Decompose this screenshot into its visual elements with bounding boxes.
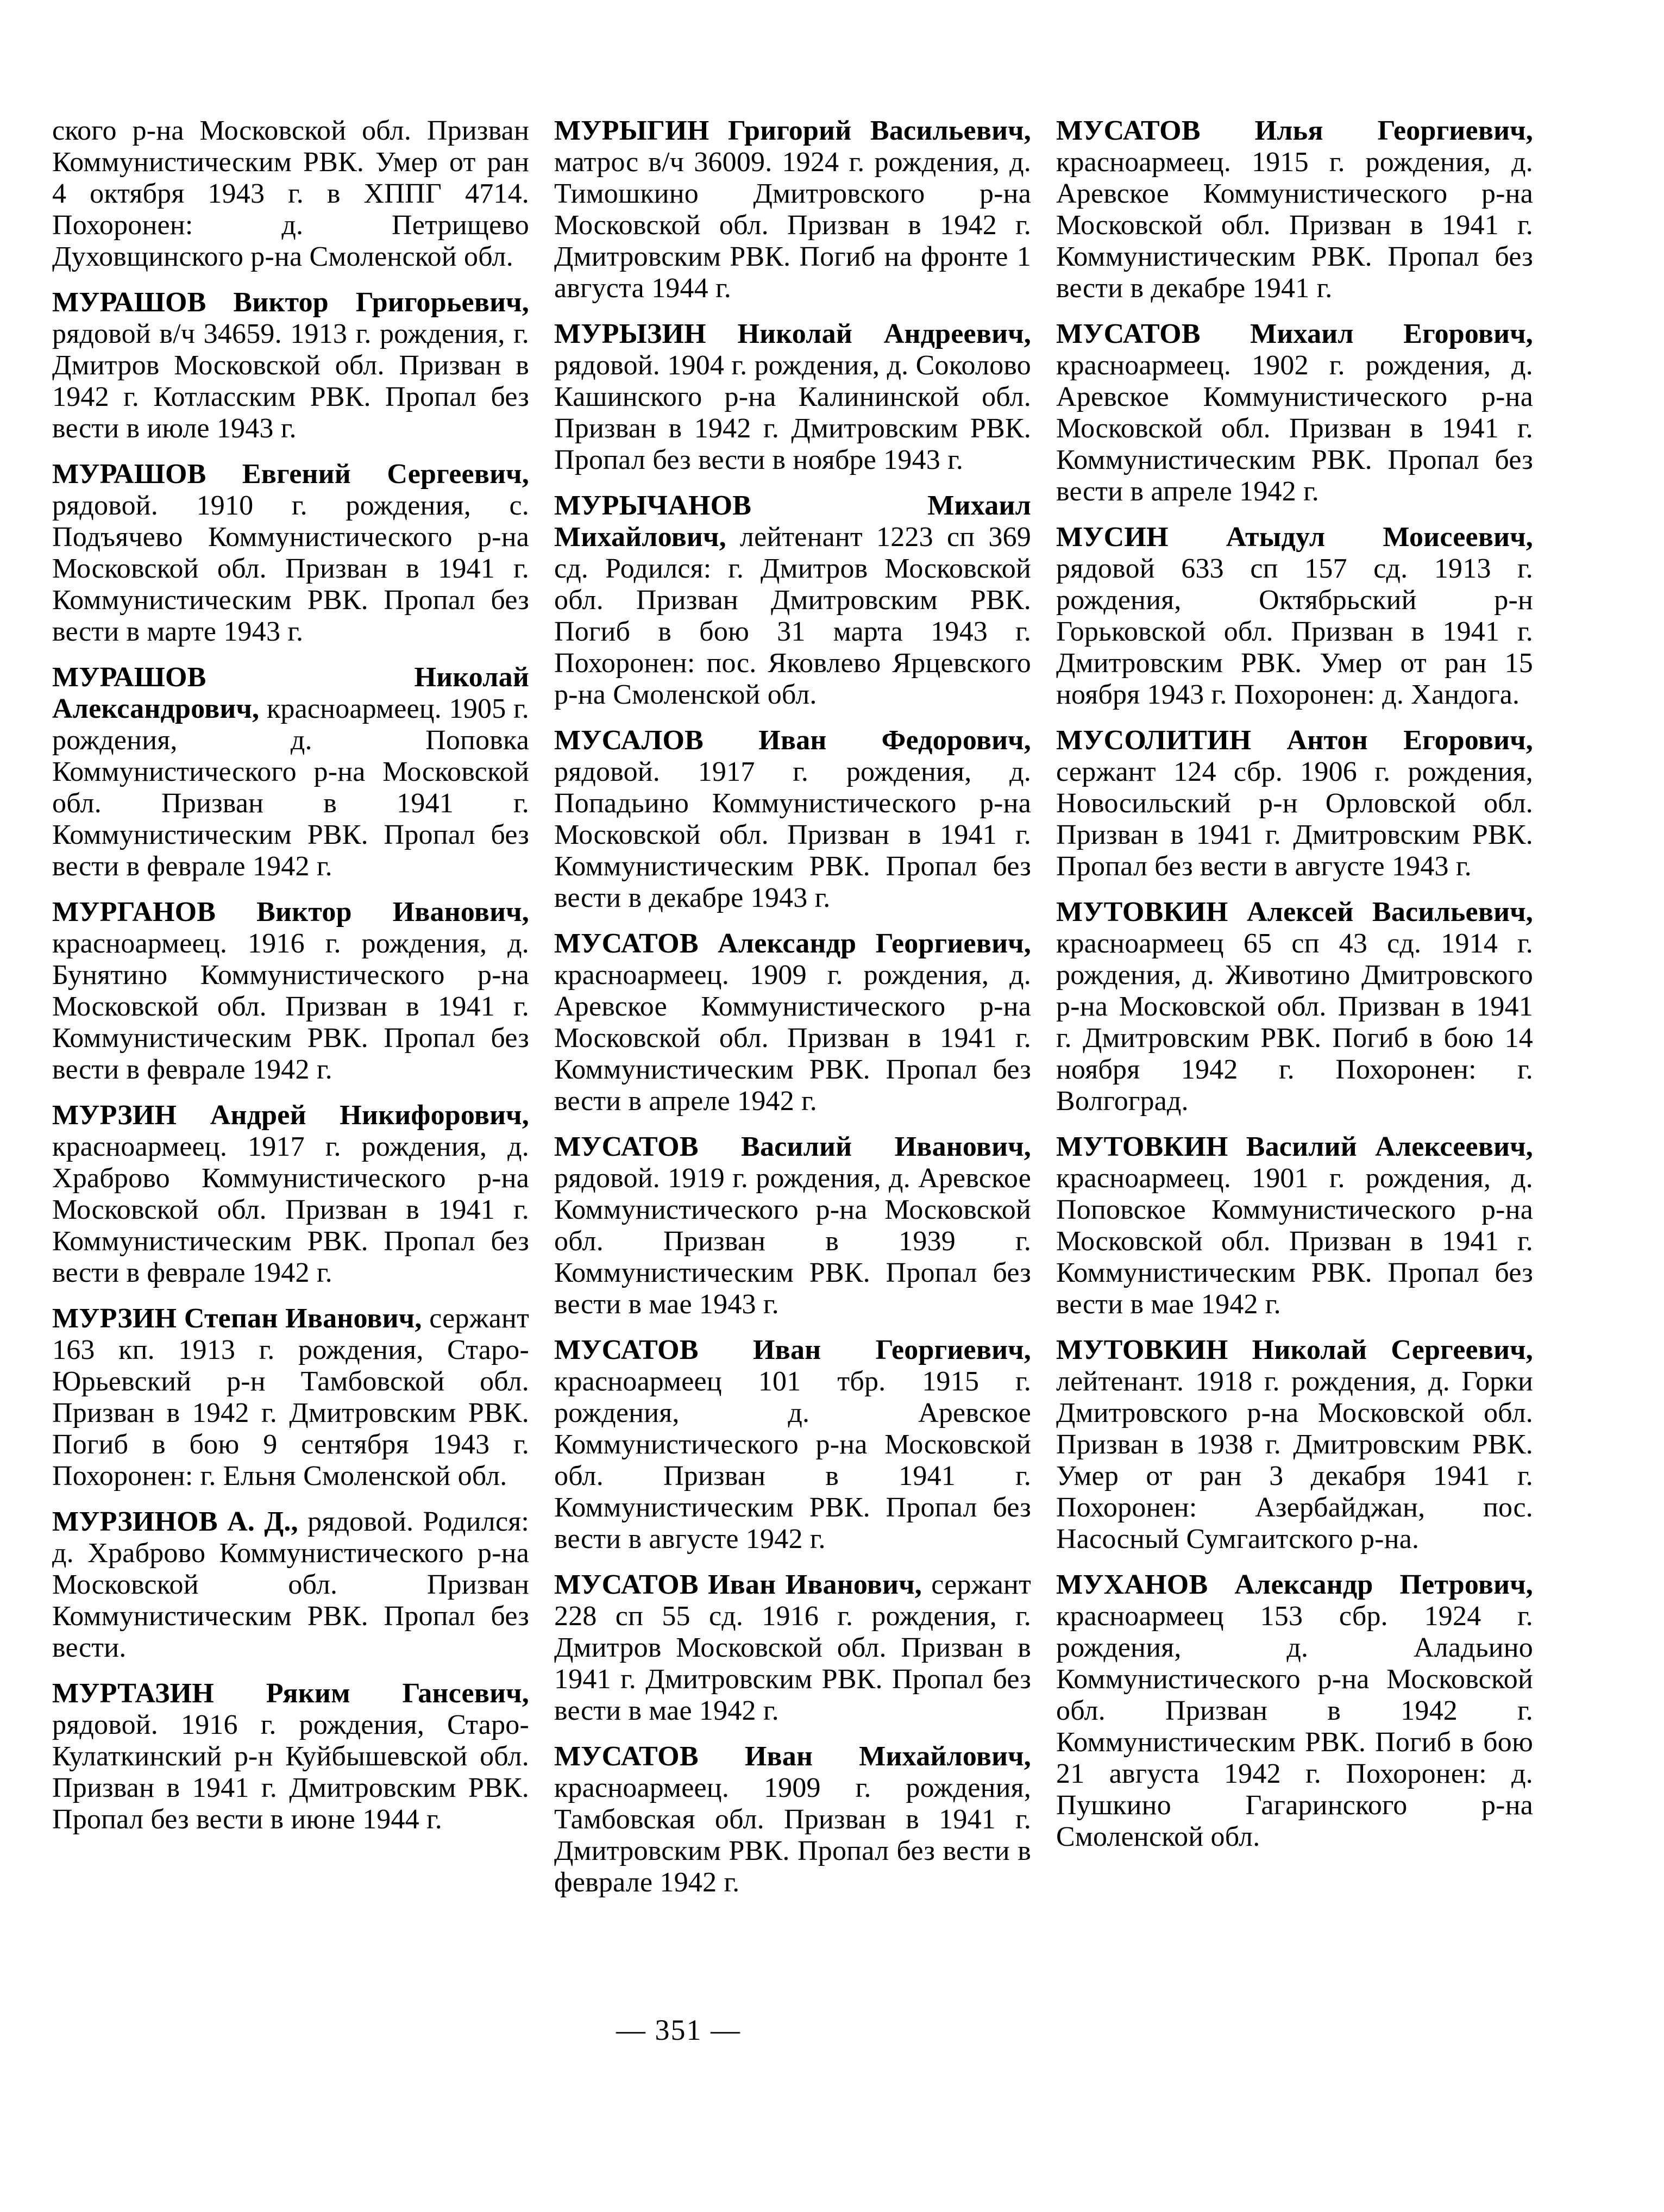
entry-name: МУСАТОВ Иван Георгиевич, [554,1334,1031,1365]
entry-name: МУРЗИН Андрей Никифорович, [52,1100,529,1131]
entry-text: рядовой. Родился: д. Храброво Коммунистического р-на Московской обл. Призван Коммунистическим РВК. Пропал без вести. [52,1506,529,1663]
memorial-entry [52,897,529,1086]
column-2 [554,115,1031,1898]
memorial-entry [1056,115,1533,304]
entry-name: МУСАТОВ Василий Иванович, [554,1131,1031,1162]
memorial-entry [52,1678,529,1835]
memorial-entry [52,1303,529,1492]
memorial-entry [52,1100,529,1289]
entry-name: МУСАТОВ Михаил Егорович, [1056,318,1533,349]
entry-text: красноармеец. 1909 г. рождения, Тамбовская обл. Призван в 1941 г. Дмитровским РВК. Пропал без вести в феврале 1942 г. [554,1772,1031,1898]
entry-text: рядовой. 1916 г. рождения, Старо-Кулаткинский р-н Куйбышевской обл. Призван в 1941 г. Дмитровским РВК. Пропал без вести в июне 1944 г. [52,1709,529,1835]
memorial-entry [1056,1334,1533,1555]
entry-text: рядовой. 1904 г. рождения, д. Соколово Кашинского р-на Калининской обл. Призван в 1942 г. Дмитровским РВК. Пропал без вести в ноябре 1943 г. [554,350,1031,475]
memorial-entry [52,1506,529,1664]
entry-name: МУРГАНОВ Виктор Иванович, [52,897,529,928]
entry-text: рядовой. 1917 г. рождения, д. Попадьино Коммунистического р-на Московской обл. Призван в 1941 г. Коммунистическим РВК. Пропал без вести в декабре 1943 г. [554,756,1031,913]
entry-text: красноармеец. 1901 г. рождения, д. Поповское Коммунистического р-на Московской обл. Призван в 1941 г. Коммунистическим РВК. Пропал без вести в мае 1942 г. [1056,1163,1533,1320]
entry-text: красноармеец. 1905 г. рождения, д. Поповка Коммунистического р-на Московской обл. Призван в 1941 г. Коммунистическим РВК. Пропал без вести в феврале 1942 г. [52,693,529,882]
entry-name: МУСОЛИТИН Антон Егорович, [1056,725,1533,756]
memorial-entry [52,662,529,882]
memorial-entry [554,115,1031,304]
entry-text: сержант 163 кп. 1913 г. рождения, Старо-Юрьевский р-н Тамбовской обл. Призван в 1942 г. Дмитровским РВК. Погиб в бою 9 сентября 1943 г. Похоронен: г. Ельня Смоленской обл. [52,1303,530,1492]
entry-name: МУТОВКИН Алексей Васильевич, [1056,897,1533,928]
entry-text: лейтенант 1223 сп 369 сд. Родился: г. Дмитров Московской обл. Призван Дмитровским РВК. Погиб в бою 31 марта 1943 г. Похоронен: пос. Яковлево Ярцевского р-на Смоленской обл. [554,522,1032,710]
entry-name: МУСАТОВ Иван Иванович, [554,1569,922,1600]
entry-text: рядовой в/ч 34659. 1913 г. рождения, г. Дмитров Московской обл. Призван в 1942 г. Котласским РВК. Пропал без вести в июле 1943 г. [52,318,529,444]
entry-name: МУХАНОВ Александр Петрович, [1056,1569,1533,1600]
memorial-entry [554,1131,1031,1320]
entry-text: лейтенант. 1918 г. рождения, д. Горки Дмитровского р-на Московской обл. Призван в 1938 г. Дмитровским РВК. Умер от ран 3 декабря 1941 г. Похоронен: Азербайджан, пос. Насосный Сумгаитского р-на. [1056,1366,1533,1555]
entry-name: МУРЗИН Степан Иванович, [52,1303,422,1334]
entry-text: красноармеец. 1915 г. рождения, д. Аревское Коммунистического р-на Московской обл. Призван в 1941 г. Коммунистическим РВК. Пропал без вести в декабре 1941 г. [1056,147,1533,304]
memorial-entry [1056,318,1533,507]
entry-name: МУРАШОВ Николай Александрович, [52,662,529,724]
entry-name: МУРЫЧАНОВ Михаил Михайлович, [554,490,1031,553]
entry-text: рядовой. 1910 г. рождения, с. Подъячево Коммунистического р-на Московской обл. Призван в 1941 г. Коммунистическим РВК. Пропал без вести в марте 1943 г. [52,490,529,647]
memorial-entry [554,1334,1031,1555]
text-columns [52,115,1533,1898]
memorial-entry [1056,1569,1533,1853]
memorial-entry [1056,522,1533,711]
entry-text: красноармеец. 1902 г. рождения, д. Аревское Коммунистического р-на Московской обл. Призван в 1941 г. Коммунистическим РВК. Пропал без вести в апреле 1942 г. [1056,350,1533,507]
column-3 [1056,115,1533,1853]
entry-text: матрос в/ч 36009. 1924 г. рождения, д. Тимошкино Дмитровского р-на Московской обл. Призван в 1942 г. Дмитровским РВК. Погиб на фронте 1 августа 1944 г. [554,147,1031,304]
memorial-entry [554,725,1031,914]
memorial-entry [1056,1131,1533,1320]
memorial-entry [1056,897,1533,1117]
memorial-entry [52,287,529,444]
page-number: — 351 — [616,2014,741,2046]
entry-text: сержант 228 сп 55 сд. 1916 г. рождения, г. Дмитров Московской обл. Призван в 1941 г. Дмитровским РВК. Пропал без вести в мае 1942 г. [554,1569,1032,1726]
entry-text: красноармеец 153 сбр. 1924 г. рождения, д. Аладьино Коммунистического р-на Московской обл. Призван в 1942 г. Коммунистическим РВК. Погиб в бою 21 августа 1942 г. Похоронен: д. Пушкино Гагаринского р-на Смоленской обл. [1056,1601,1533,1852]
entry-name: МУРЫЗИН Николай Андреевич, [554,318,1031,349]
entry-text: красноармеец 65 сп 43 сд. 1914 г. рождения, д. Животино Дмитровского р-на Московской обл. Призван в 1941 г. Дмитровским РВК. Погиб в бою 14 ноября 1942 г. Похоронен: г. Волгоград. [1056,928,1533,1117]
entry-text: сержант 124 сбр. 1906 г. рождения, Новосильский р-н Орловской обл. Призван в 1941 г. Дмитровским РВК. Пропал без вести в августе 1943 г. [1056,756,1533,882]
memorial-entry [52,459,529,648]
entry-text: красноармеец. 1909 г. рождения, д. Аревское Коммунистического р-на Московской обл. Призван в 1941 г. Коммунистическим РВК. Пропал без вести в апреле 1942 г. [554,960,1031,1117]
entry-name: МУСИН Атыдул Моисеевич, [1056,522,1533,553]
entry-name: МУТОВКИН Василий Алексеевич, [1056,1131,1533,1162]
entry-name: МУРЫГИН Григорий Васильевич, [554,115,1031,146]
memorial-entry [554,928,1031,1117]
memorial-entry [554,1741,1031,1898]
memorial-entry [554,490,1031,711]
entry-name: МУРАШОВ Евгений Сергеевич, [52,459,529,490]
memorial-entry-continuation [52,115,529,273]
entry-name: МУРАШОВ Виктор Григорьевич, [52,287,529,318]
entry-name: МУСАТОВ Илья Георгиевич, [1056,115,1533,146]
entry-name: МУРТАЗИН Ряким Гансевич, [52,1678,529,1709]
column-1 [52,115,529,1835]
entry-text: красноармеец. 1917 г. рождения, д. Храброво Коммунистического р-на Московской обл. Призван в 1941 г. Коммунистическим РВК. Пропал без вести в феврале 1942 г. [52,1131,529,1288]
memorial-entry [1056,725,1533,882]
entry-name: МУСАТОВ Александр Георгиевич, [554,928,1031,959]
entry-text: рядовой 633 сп 157 сд. 1913 г. рождения, Октябрьский р-н Горьковской обл. Призван в 1941 г. Дмитровским РВК. Умер от ран 15 ноября 1943 г. Похоронен: д. Хандога. [1056,553,1533,710]
entry-text: красноармеец 101 тбр. 1915 г. рождения, д. Аревское Коммунистического р-на Московской обл. Призван в 1941 г. Коммунистическим РВК. Пропал без вести в августе 1942 г. [554,1366,1031,1555]
entry-name: МУРЗИНОВ А. Д., [52,1506,298,1537]
entry-name: МУСАТОВ Иван Михайлович, [554,1741,1031,1772]
memorial-entry [554,1569,1031,1727]
entry-text: красноармеец. 1916 г. рождения, д. Бунятино Коммунистического р-на Московской обл. Призван в 1941 г. Коммунистическим РВК. Пропал без вести в феврале 1942 г. [52,928,529,1085]
entry-text: рядовой. 1919 г. рождения, д. Аревское Коммунистического р-на Московской обл. Призван в 1939 г. Коммунистическим РВК. Пропал без вести в мае 1943 г. [554,1163,1031,1320]
entry-text: ского р-на Московской обл. Призван Коммунистическим РВК. Умер от ран 4 октября 1943 г. в ХППГ 4714. Похоронен: д. Петрищево Духовщинского р-на Смоленской обл. [52,115,529,272]
entry-name: МУТОВКИН Николай Сергеевич, [1056,1334,1533,1365]
memorial-entry [554,318,1031,476]
entry-name: МУСАЛОВ Иван Федорович, [554,725,1031,756]
